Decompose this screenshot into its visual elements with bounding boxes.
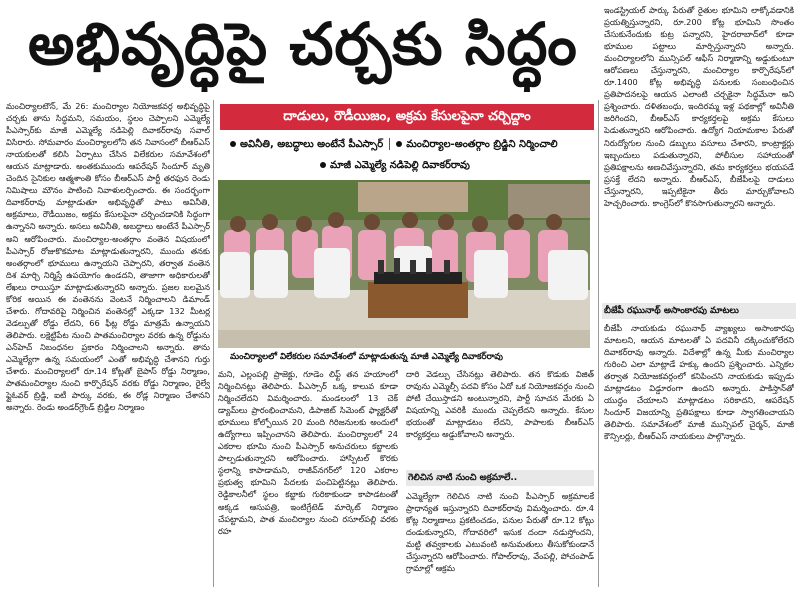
article-column-mid-2 [406,368,594,464]
headline: అభివృద్ధిపై చర్చకు సిద్ధం [28,10,578,78]
press-meet-photo-illustration [218,180,590,348]
deck-banner: దాడులు, రౌడీయిజం, అక్రమ కేసులపైనా చర్చిద్దాం [220,104,594,130]
article-text: ఇండస్ట్రియల్ పార్కు పేరుతో రైతుల భూమిని లాక్కోవడానికి ప్రయత్నిస్తున్నారని, రూ.200 కోట్ల భూమిని సొంతం చేసుకునేందుకు కుట్ర పన్నారని, హైదరాబాద్‌లో కూడా భూముల పట్టాలు మార్పిస్తున్నారని అన్నారు. మంచిర్యాలలోని మున్సిపల్ ఆఫీస్ నిర్మాణాన్ని అడ్డుకుంటూ ఆరోపణలు చేస్తున్నారని, మంచిర్యాల కార్పొరేషన్‌లో రూ.1400 కోట్ల అభివృద్ధి పనులకు సంబంధించిన ప్రతిపాదనలపై ఆయన ఎలాంటి చర్చకైనా సిద్ధమేనా అని ప్రశ్నించారు. దళితబంధు, ఇందిరమ్మ ఇళ్ల పథకాల్లో అవినీతి జరిగిందని, బీఆర్ఎస్ కార్యకర్తలపై అక్రమ కేసులు పెడుతున్నారని ఆరోపించారు. ఉద్యోగ నియామకాల పేరుతో నిరుద్యోగుల నుంచి డబ్బులు వసూలు చేశారని, కాంట్రాక్టర్లు ఇబ్బందులు పడుతున్నారని, పోలీసుల సహాయంతో ప్రతిపక్షాలను అణచివేస్తున్నారని, తమ కార్యకర్తలు భయపడే ప్రసక్తే లేదని అన్నారు. బీఆర్ఎస్, బీజేపీలపై దాడులు చేస్తున్నారని, ఇప్పటికైనా తీరు మార్చుకోవాలని హెచ్చరించారు. కాంగ్రెస్‌లో కొనసాగుతున్నారని అన్నారు. [604,5,794,208]
article-text: మని, ఎల్లంపల్లి ప్రాజెక్టు, గూడెం లిఫ్ట్ తన హయాంలో నిర్మించినట్లు తెలిపారు. పీఎస్సార్ ఒక్క కాలువ కూడా నిర్మించలేదని విమర్శించారు. మండలంలో 13 చెక్ డ్యామ్‌లు ప్రారంభించామని, డిపాజిట్ సిమెంట్ ఫ్యాక్టరీతో భూములు కోల్పోయిన 20 మంది గిరిజనులకు అందులో ఉద్యోగాలు ఇప్పించానని తెలిపారు. మంచిర్యాలలో 24 ఎకరాల భూమి నుంచి పీఎస్సార్ అనుచరులు కబ్జాలకు పాల్పడుతున్నారని ఆరోపించారు. హాస్పిటల్ కొరకు స్థలాన్ని కాపాడామని, రాజీవ్‌నగర్‌లో 120 ఎకరాల ప్రభుత్వ భూమిని పేదలకు పంచిపెట్టినట్లు తెలిపారు. రెడ్డికాలనీలో స్థలం కబ్జాకు గురికాకుండా కాపాడటంతో అక్కడ ఆసుపత్రి, ఇంటిగ్రేటెడ్ మార్కెట్ నిర్మాణం చేపట్టామని, పాత మంచిర్యాల నుంచి రసూల్‌పల్లి వరకు రహ [218,369,398,536]
bullet-icon [396,141,402,147]
bullet-icon [230,141,236,147]
subhead-mid: గెలిచిన నాటి నుంచి అక్రమాలే.. [406,470,594,486]
article-column-right-2 [604,322,794,587]
article-text: ఎమ్మెల్యేగా గెలిచిన నాటి నుంచి పీఎస్సార్ అక్రమాలకే ప్రాధాన్యత ఇస్తున్నారని దివాకర్‌రావు విమర్శించారు. రూ.4 కోట్ల నిర్మాణాలు ప్రకటించడం, పనుల పేరుతో రూ.12 కోట్లు దండుకున్నారని, గోదావరిలో ఇసుక దందా నడుస్తోందని, మట్టి తవ్వకాలకు ఎటువంటి అనుమతులు తీసుకోకుండానే చేస్తున్నారని ఆరోపించారు. గోపాల్‌రావు, వేంపల్లి, పోచంపాడ్ గ్రామాల్లో ఆక్రమ [406,491,594,574]
press-meet-photo [218,180,590,348]
bullet-row-2 [320,159,470,173]
subhead-right: బీజేపీ రఘునాథ్ అసాంకారపు మాటలు [602,303,796,319]
bullet-icon [320,162,326,168]
column-divider [598,100,599,587]
bullet-separator [389,138,390,150]
bullet-text: మంచిర్యాల-అంతర్గాం బ్రిడ్జిని నిర్మించాలి [406,139,558,150]
article-column-mid-1 [218,368,398,587]
article-column-left [6,100,210,587]
bullet-row-1 [230,138,558,152]
bullet-text: అవినీతి, అబద్ధాలు అంటేనే పీఎస్సార్ [240,139,384,150]
article-column-right-1 [604,4,794,300]
article-column-mid-3 [406,490,594,587]
photo-caption: మంచిర్యాలలో విలేకరుల సమావేశంలో మాట్లాడుతున్న మాజీ ఎమ్మెల్యే దివాకర్‌రావు [230,352,503,362]
bullet-text: మాజీ ఎమ్మెల్యే నడిపెల్లి దివాకర్‌రావు [330,160,470,171]
article-text: దారి వెడల్పు చేసినట్లు తెలిపారు. తన కొడుకు విజిత్ రావును ఎమ్మెల్సీ పదవి కోసం ఏదో ఒక నియోజకవర్గం నుంచి పోటీ చేయిస్తాడని అంటున్నారని, పార్టీ సూచన మేరకు ఏ విషయాన్ని ఎవరికీ ముందు చెప్పలేదని అన్నారు. కేసుల భయంతో మాట్లాడటం లేదని, పాపాలకు బీఆర్ఎస్ కార్యకర్తలు అడ్డుకోవాలని అన్నారు. [406,369,594,440]
article-text: మంచిర్యాలటౌన్, మే 26: మంచిర్యాల నియోజకవర్గ అభివృద్ధిపై చర్చకు తాను సిద్ధమని, సమయం, స్థలం చెప్పాలని ఎమ్మెల్యే పీఎస్సార్‌కు మాజీ ఎమ్మెల్యే నడిపెల్లి దివాకర్‌రావు సవాల్ విసిరారు. సోమవారం మంచిర్యాలలోని తన నివాసంలో బీఆర్ఎస్ నాయకులతో కలిసి ఏర్పాటు చేసిన విలేకరుల సమావేశంలో ఆయన మాట్లాడారు. అంతకుముందు ఆపరేషన్ సిందూర్ మృతి చెందిన సైనికుల ఆత్మశాంతి కోసం బీఆర్ఎస్ పార్టీ తరఫున రెండు నిమిషాలు మౌనం పాటించి నివాళులర్పించారు. ఈ సందర్భంగా దివాకర్‌రావు మాట్లాడుతూ అభివృద్ధితో పాటు అవినీతి, అక్రమాలు, రౌడీయిజం, అక్రమ కేసులపైనా చర్చించడానికి సిద్ధంగా ఉన్నానని అన్నారు. అసలు అవినీతి, అబద్ధాలు అంటేనే పీఎస్సార్ అని ఆరోపించారు. మంచిర్యాల-అంతర్గాం వంతెన విషయంలో పీఎస్సార్ రోజుకొకమాట మాట్లాడుతున్నారని, ముందు తనకు అంతర్గాంలో భూములు ఉన్నాయని చెప్పారని, తర్వాత వంతెన దిశ మార్చి నిర్మిస్తే ఉపయోగం ఉండదని, తాజాగా అధికారులతో లేఖలు రాయిస్తూ మాట్లాడుతున్నారని అన్నారు. ప్రజల బలమైన కోరిక అయిన ఈ వంతెనను వెంటనే నిర్మించాలని డిమాండ్ చేశారు. గోదావరిపై నిర్మించిన వంతెనల్లో ఎక్కడా 132 మీటర్ల వెడల్పుతో రోడ్డు లేదని, 66 ఫీట్ల రోడ్డు మాత్రమే ఉన్నాయని తెలిపారు. లక్షెట్టిపేట నుంచి పాతమంచిర్యాల వరకు ఉన్న రోడ్డును ఎన్‌హెచ్ నిబంధనల ప్రకారం నిర్మించాలని అన్నారు. తాను ఎమ్మెల్యేగా ఉన్న సమయంలో ఎంతో అభివృద్ధి చేశానని గుర్తు చేశారు. మంచిర్యాలలో రూ.14 కోట్లతో బైపాస్ రోడ్డు నిర్మాణం, పాతమంచిర్యాల నుంచి కార్పొరేషన్ వరకు రోడ్డు నిర్మాణం, రైల్వే ఫ్లైఓవర్ బ్రిడ్జి, ఐటీ పార్కు వరకు, ఈ రోడ్ల నిర్మాణం చేశానని అన్నారు. రెండు అండర్‌గ్రౌండ్ బ్రిడ్జిల నిర్మాణం [6,101,210,413]
column-divider [213,100,214,587]
article-text: బీజేపీ నాయకుడు రఘునాథ్ వ్యాఖ్యలు అసాంకారపు మాటలని, ఆయన మాటలతో ఏ పదవినీ దక్కించుకోలేరని దివాకర్‌రావు అన్నారు. విదేశాల్లో ఉన్న మీకు మంచిర్యాల గురించి ఎలా మాట్లాడే హక్కు ఉందని ప్రశ్నించారు. ఎన్నికల తర్వాత నియోజకవర్గంలో కనిపించని నాయకుడు ఇప్పుడు మాట్లాడటం విడ్డూరంగా ఉందని అన్నారు. పాకిస్తాన్‌తో యుద్ధం చేయాలని మాట్లాడటం సరికాదని, ఆపరేషన్ సిందూర్ విజయాన్ని ప్రతిపక్షాలు కూడా స్వాగతించాయని తెలిపారు. సమావేశంలో మాజీ మున్సిపల్ చైర్మన్, మాజీ కౌన్సిలర్లు, బీఆర్ఎస్ నాయకులు పాల్గొన్నారు. [604,323,794,442]
